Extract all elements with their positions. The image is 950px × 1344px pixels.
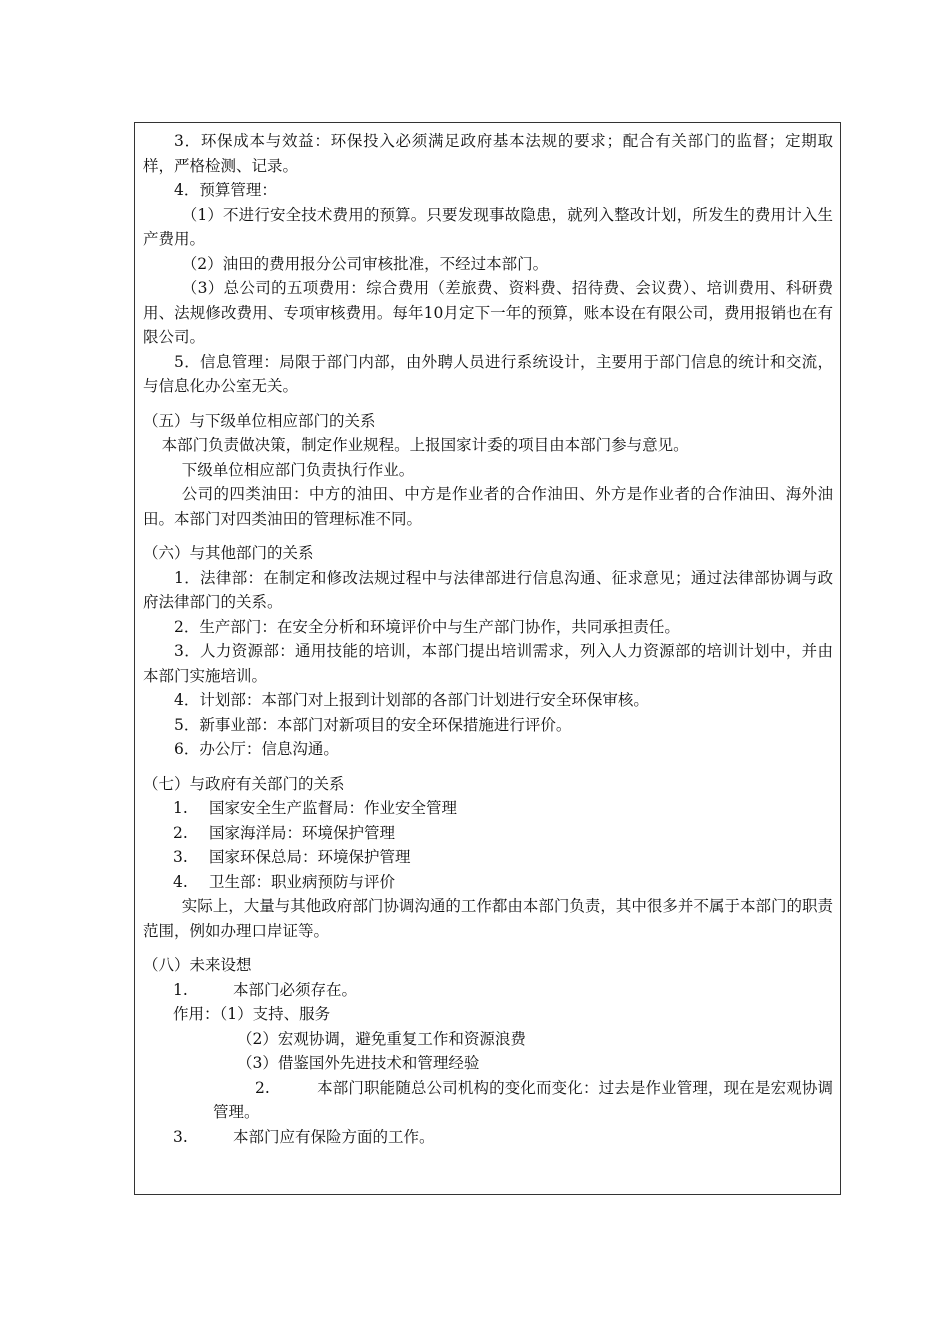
list-number: 2. (173, 823, 188, 842)
info-management-item: 5．信息管理：局限于部门内部，由外聘人员进行系统设计，主要用于部门信息的统计和交流，与信息化办公室无关。 (143, 352, 833, 395)
future-item-3 (143, 1125, 833, 1150)
section-6-item: 6．办公厅：信息沟通。 (174, 740, 339, 758)
document-body (143, 129, 833, 1149)
role-1: （1）支持、服务 (219, 1005, 331, 1023)
role-2: （2）宏观协调，避免重复工作和资源浪费 (237, 1029, 526, 1048)
budget-sub-3: （3）总公司的五项费用：综合费用（差旅费、资料费、招待费、会议费）、培训费用、科研费用、法规修改费用、专项审核费用。每年10月定下一年的预算，账本设在有限公司，费用报销也在有限公司。 (143, 279, 833, 346)
section-6-item: 5．新事业部：本部门对新项目的安全环保措施进行评价。 (174, 715, 572, 734)
gov-dept-item (143, 845, 833, 870)
section-6-item: 4．计划部：本部门对上报到计划部的各部门计划进行安全环保审核。 (174, 691, 649, 709)
future-item-1 (143, 978, 833, 1003)
list-number: 2. (255, 1078, 270, 1097)
gov-dept-item (143, 821, 833, 846)
list-text: 卫生部：职业病预防与评价 (209, 872, 396, 891)
list-text: 国家安全生产监督局：作业安全管理 (209, 799, 458, 817)
list-text: 国家环保总局：环境保护管理 (209, 848, 411, 866)
section-5-para-3: 公司的四类油田：中方的油田、中方是作业者的合作油田、外方是作业者的合作油田、海外油田。本部门对四类油田的管理标准不同。 (143, 485, 833, 528)
list-text: 国家海洋局：环境保护管理 (209, 823, 396, 842)
list-number: 3. (173, 1127, 188, 1146)
section-5-title: （五）与下级单位相应部门的关系 (143, 411, 376, 430)
list-text: 本部门职能随总公司机构的变化而变化：过去是作业管理，现在是宏观协调管理。 (213, 1078, 833, 1121)
list-text: 本部门必须存在。 (233, 980, 358, 999)
role-3: （3）借鉴国外先进技术和管理经验 (237, 1054, 480, 1072)
section-6-item: 3．人力资源部：通用技能的培训，本部门提出培训需求，列入人力资源部的培训计划中，并由本部门实施培训。 (143, 642, 833, 685)
section-7-note: 实际上，大量与其他政府部门协调沟通的工作都由本部门负责，其中很多并不属于本部门的职责范围，例如办理口岸证等。 (143, 897, 833, 940)
budget-sub-2: （2）油田的费用报分公司审核批准，不经过本部门。 (181, 254, 549, 273)
document-frame (134, 122, 841, 1195)
future-item-2 (143, 1076, 833, 1125)
budget-item-3: 3．环保成本与效益：环保投入必须满足政府基本法规的要求；配合有关部门的监督；定期取样，严格检测、记录。 (143, 132, 833, 175)
list-text: 本部门应有保险方面的工作。 (233, 1127, 435, 1146)
list-number: 1. (173, 980, 188, 999)
list-number: 3. (173, 848, 188, 866)
section-7-title: （七）与政府有关部门的关系 (143, 774, 345, 793)
gov-dept-item (143, 796, 833, 821)
budget-sub-1: （1）不进行安全技术费用的预算。只要发现事故隐患，就列入整改计划，所发生的费用计入生产费用。 (143, 205, 833, 248)
section-5-para-1: 本部门负责做决策，制定作业规程。上报国家计委的项目由本部门参与意见。 (161, 436, 689, 454)
section-6-item: 2．生产部门：在安全分析和环境评价中与生产部门协作，共同承担责任。 (174, 617, 680, 636)
section-5-para-2: 下级单位相应部门负责执行作业。 (181, 460, 415, 479)
role-line (143, 1002, 833, 1027)
section-6-item: 1．法律部：在制定和修改法规过程中与法律部进行信息沟通、征求意见；通过法律部协调与政府法律部门的关系。 (143, 568, 833, 611)
section-8-title: （八）未来设想 (143, 956, 252, 974)
list-number: 4. (173, 872, 188, 891)
section-6-title: （六）与其他部门的关系 (143, 544, 314, 562)
role-label: 作用： (173, 1005, 220, 1023)
budget-item-4-title: 4．预算管理： (174, 181, 277, 199)
list-number: 1. (173, 799, 188, 817)
gov-dept-item (143, 870, 833, 895)
